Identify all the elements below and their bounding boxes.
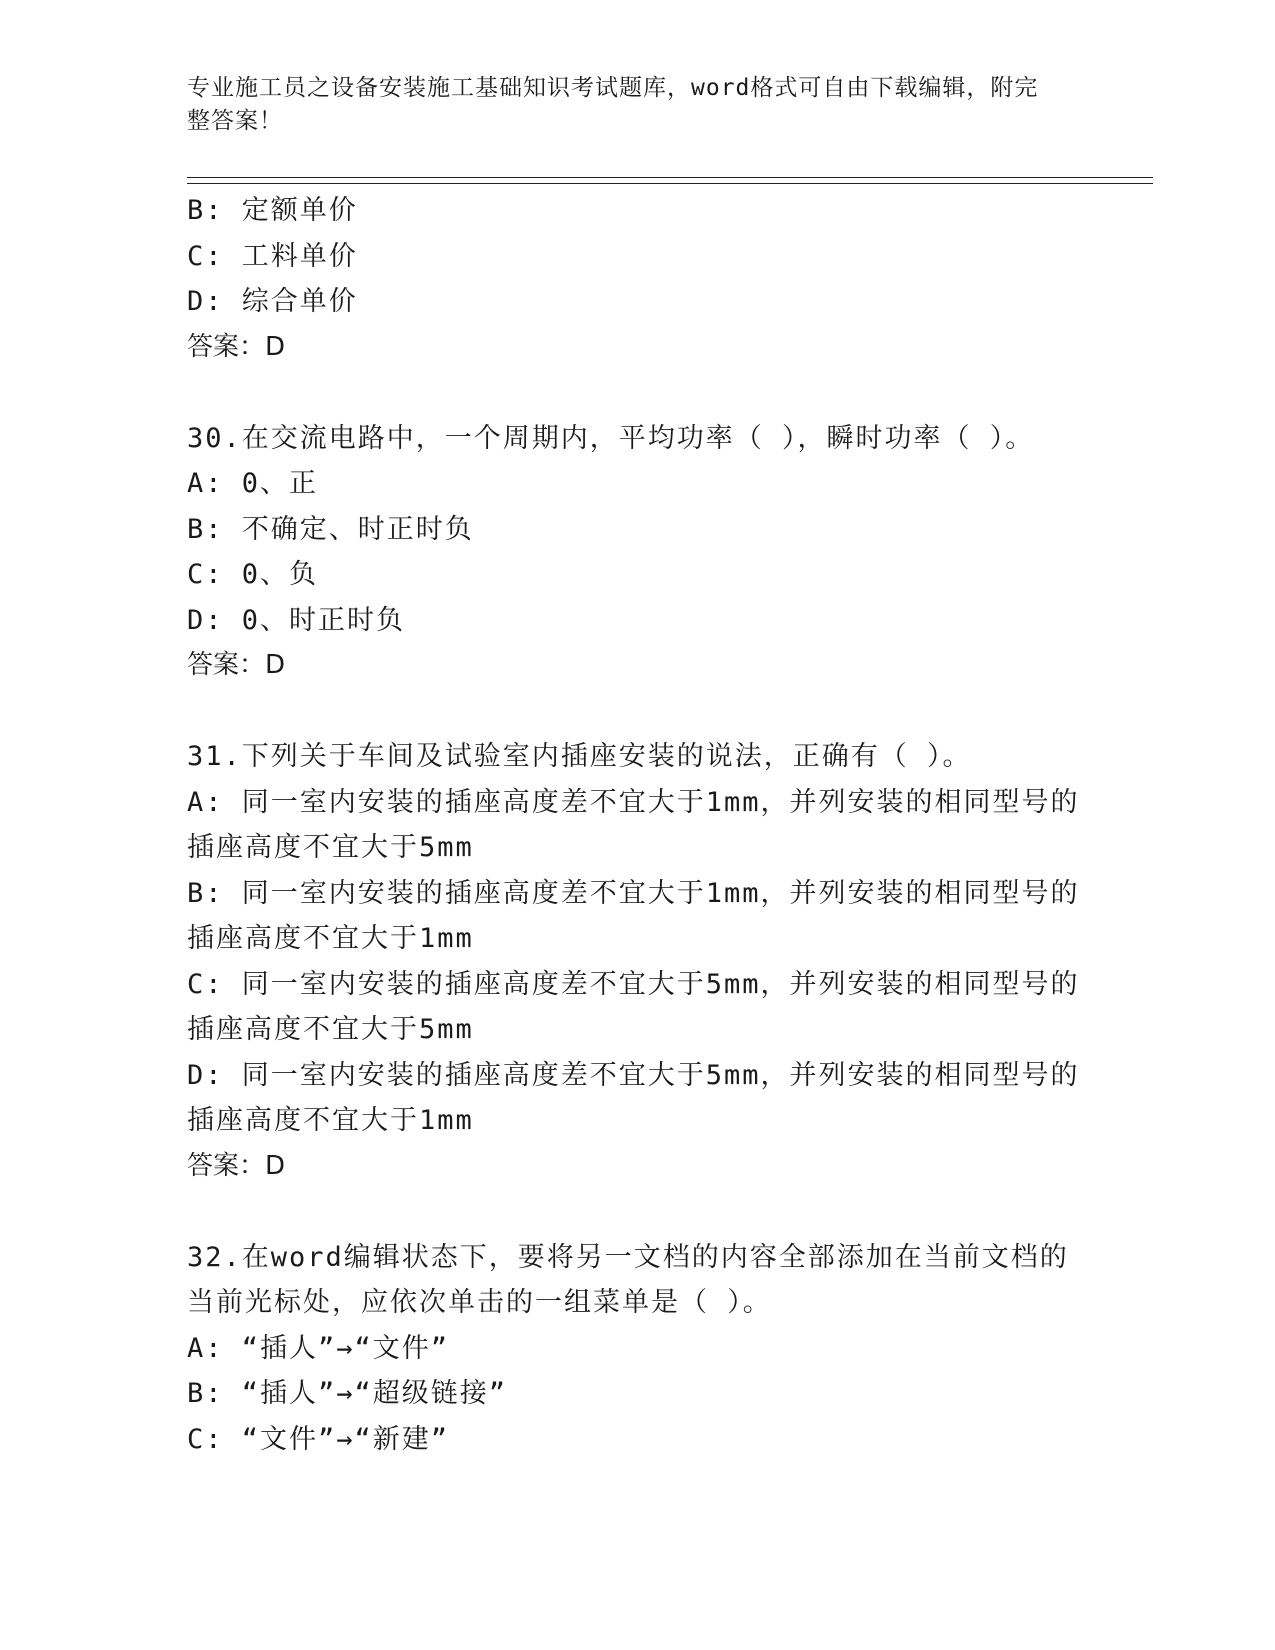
spacer bbox=[187, 1189, 1067, 1235]
option-line: 插座高度不宜大于1mm bbox=[187, 923, 474, 954]
question-stem: 31.下列关于车间及试验室内插座安装的说法，正确有（ ）。 bbox=[187, 741, 972, 772]
option-line: 插座高度不宜大于5mm bbox=[187, 832, 474, 863]
option-line: D: 综合单价 bbox=[187, 286, 358, 317]
option-line: B: “插人”→“超级链接” bbox=[187, 1378, 508, 1409]
option-line: A: 同一室内安装的插座高度差不宜大于1mm，并列安装的相同型号的 bbox=[187, 786, 1080, 818]
header-title-line-2: 整答案！ bbox=[187, 108, 283, 134]
option-line: B: 不确定、时正时负 bbox=[187, 513, 474, 545]
spacer bbox=[187, 689, 1067, 735]
option-line: D: 同一室内安装的插座高度差不宜大于5mm，并列安装的相同型号的 bbox=[187, 1059, 1080, 1091]
option-line: A: 0、正 bbox=[187, 468, 319, 499]
document-header bbox=[187, 72, 1067, 138]
header-rule-bottom bbox=[187, 183, 1153, 184]
option-line: C: “文件”→“新建” bbox=[187, 1423, 450, 1455]
header-title-line-1: 专业施工员之设备安装施工基础知识考试题库，word格式可自由下载编辑，附完 bbox=[187, 75, 1039, 101]
option-line: B: 定额单价 bbox=[187, 195, 358, 226]
question-stem: 当前光标处，应依次单击的一组菜单是（ ）。 bbox=[187, 1287, 772, 1318]
option-line: 插座高度不宜大于5mm bbox=[187, 1014, 474, 1045]
spacer bbox=[187, 370, 1067, 416]
option-line: C: 工料单价 bbox=[187, 240, 358, 272]
answer-line: 答案：D bbox=[187, 1150, 286, 1181]
question-list bbox=[187, 188, 1080, 1462]
option-line: C: 同一室内安装的插座高度差不宜大于5mm，并列安装的相同型号的 bbox=[187, 968, 1080, 1000]
answer-line: 答案：D bbox=[187, 331, 286, 362]
option-line: D: 0、时正时负 bbox=[187, 604, 406, 636]
option-line: A: “插人”→“文件” bbox=[187, 1332, 450, 1364]
option-line: C: 0、负 bbox=[187, 559, 319, 590]
option-line: B: 同一室内安装的插座高度差不宜大于1mm，并列安装的相同型号的 bbox=[187, 877, 1080, 909]
question-stem: 32.在word编辑状态下，要将另一文档的内容全部添加在当前文档的 bbox=[187, 1241, 1069, 1273]
option-line: 插座高度不宜大于1mm bbox=[187, 1105, 474, 1136]
header-rule-top bbox=[187, 177, 1153, 178]
answer-line: 答案：D bbox=[187, 650, 286, 680]
question-stem: 30.在交流电路中，一个周期内，平均功率（ ），瞬时功率（ ）。 bbox=[187, 422, 1035, 454]
